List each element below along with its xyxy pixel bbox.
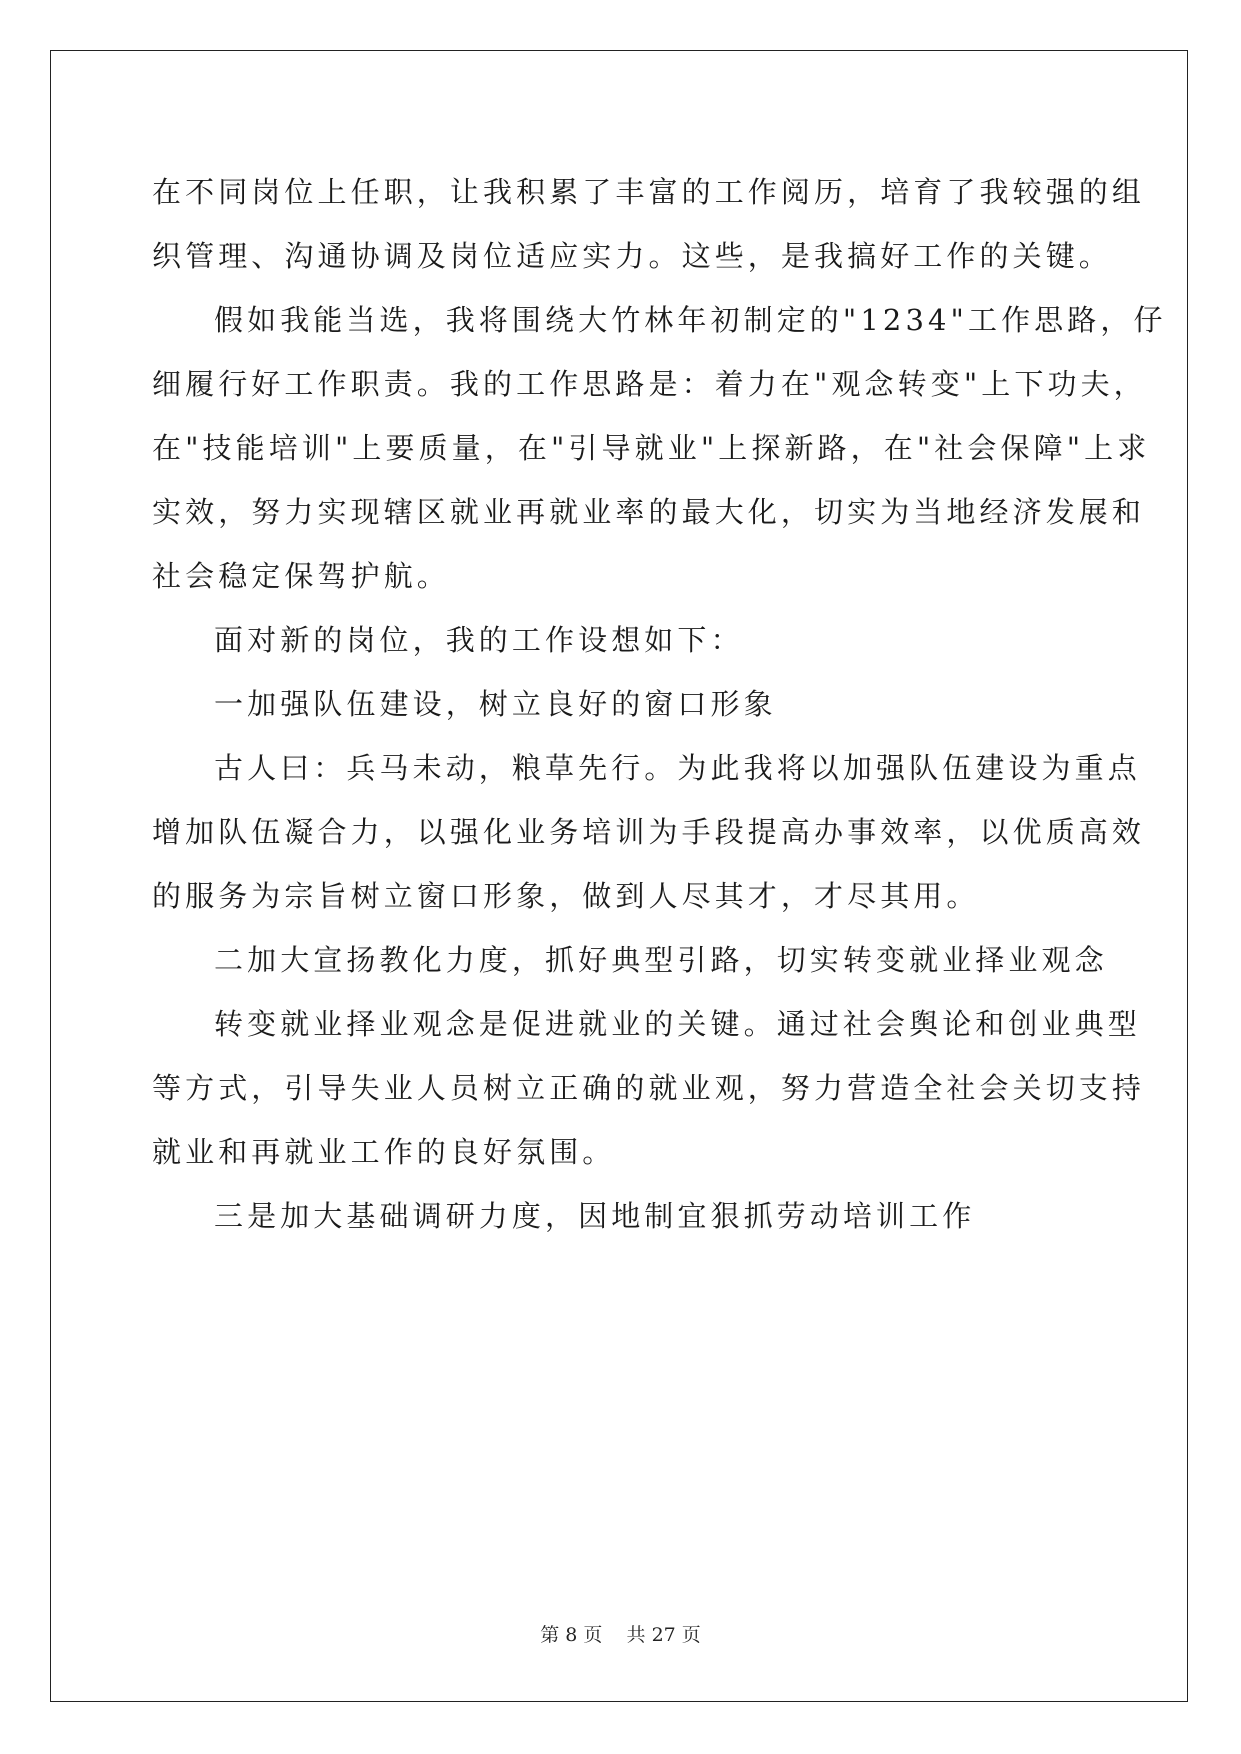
text-line: 转变就业择业观念是促进就业的关键。通过社会舆论和创业典型 [214, 1007, 1141, 1041]
document-body [152, 160, 1167, 1248]
text-line: 在"技能培训"上要质量，在"引导就业"上探新路，在"社会保障"上求 [152, 431, 1151, 465]
text-line: 就业和再就业工作的良好氛围。 [152, 1135, 616, 1169]
text-line: 的服务为宗旨树立窗口形象，做到人尽其才，才尽其用。 [152, 879, 980, 913]
text-line: 在不同岗位上任职，让我积累了丰富的工作阅历，培育了我较强的组 [152, 175, 1146, 209]
text-line: 织管理、沟通协调及岗位适应实力。这些，是我搞好工作的关键。 [152, 239, 1112, 273]
section-heading: 二加大宣扬教化力度，抓好典型引路，切实转变就业择业观念 [214, 943, 1108, 977]
text-line: 细履行好工作职责。我的工作思路是：着力在"观念转变"上下功夫， [152, 367, 1147, 401]
page-number: 第 8 页 共 27 页 [540, 1624, 701, 1646]
section-heading: 三是加大基础调研力度，因地制宜狠抓劳动培训工作 [214, 1199, 976, 1233]
text-line: 等方式，引导失业人员树立正确的就业观，努力营造全社会关切支持 [152, 1071, 1146, 1105]
text-line: 假如我能当选，我将围绕大竹林年初制定的"1234"工作思路，仔 [214, 303, 1167, 337]
text-line: 实效，努力实现辖区就业再就业率的最大化，切实为当地经济发展和 [152, 495, 1146, 529]
text-line: 社会稳定保驾护航。 [152, 559, 450, 593]
text-line: 面对新的岗位，我的工作设想如下： [214, 623, 744, 657]
text-line: 古人曰：兵马未动，粮草先行。为此我将以加强队伍建设为重点 [214, 751, 1141, 785]
text-line: 增加队伍凝合力，以强化业务培训为手段提高办事效率，以优质高效 [152, 815, 1146, 849]
section-heading: 一加强队伍建设，树立良好的窗口形象 [214, 687, 777, 721]
